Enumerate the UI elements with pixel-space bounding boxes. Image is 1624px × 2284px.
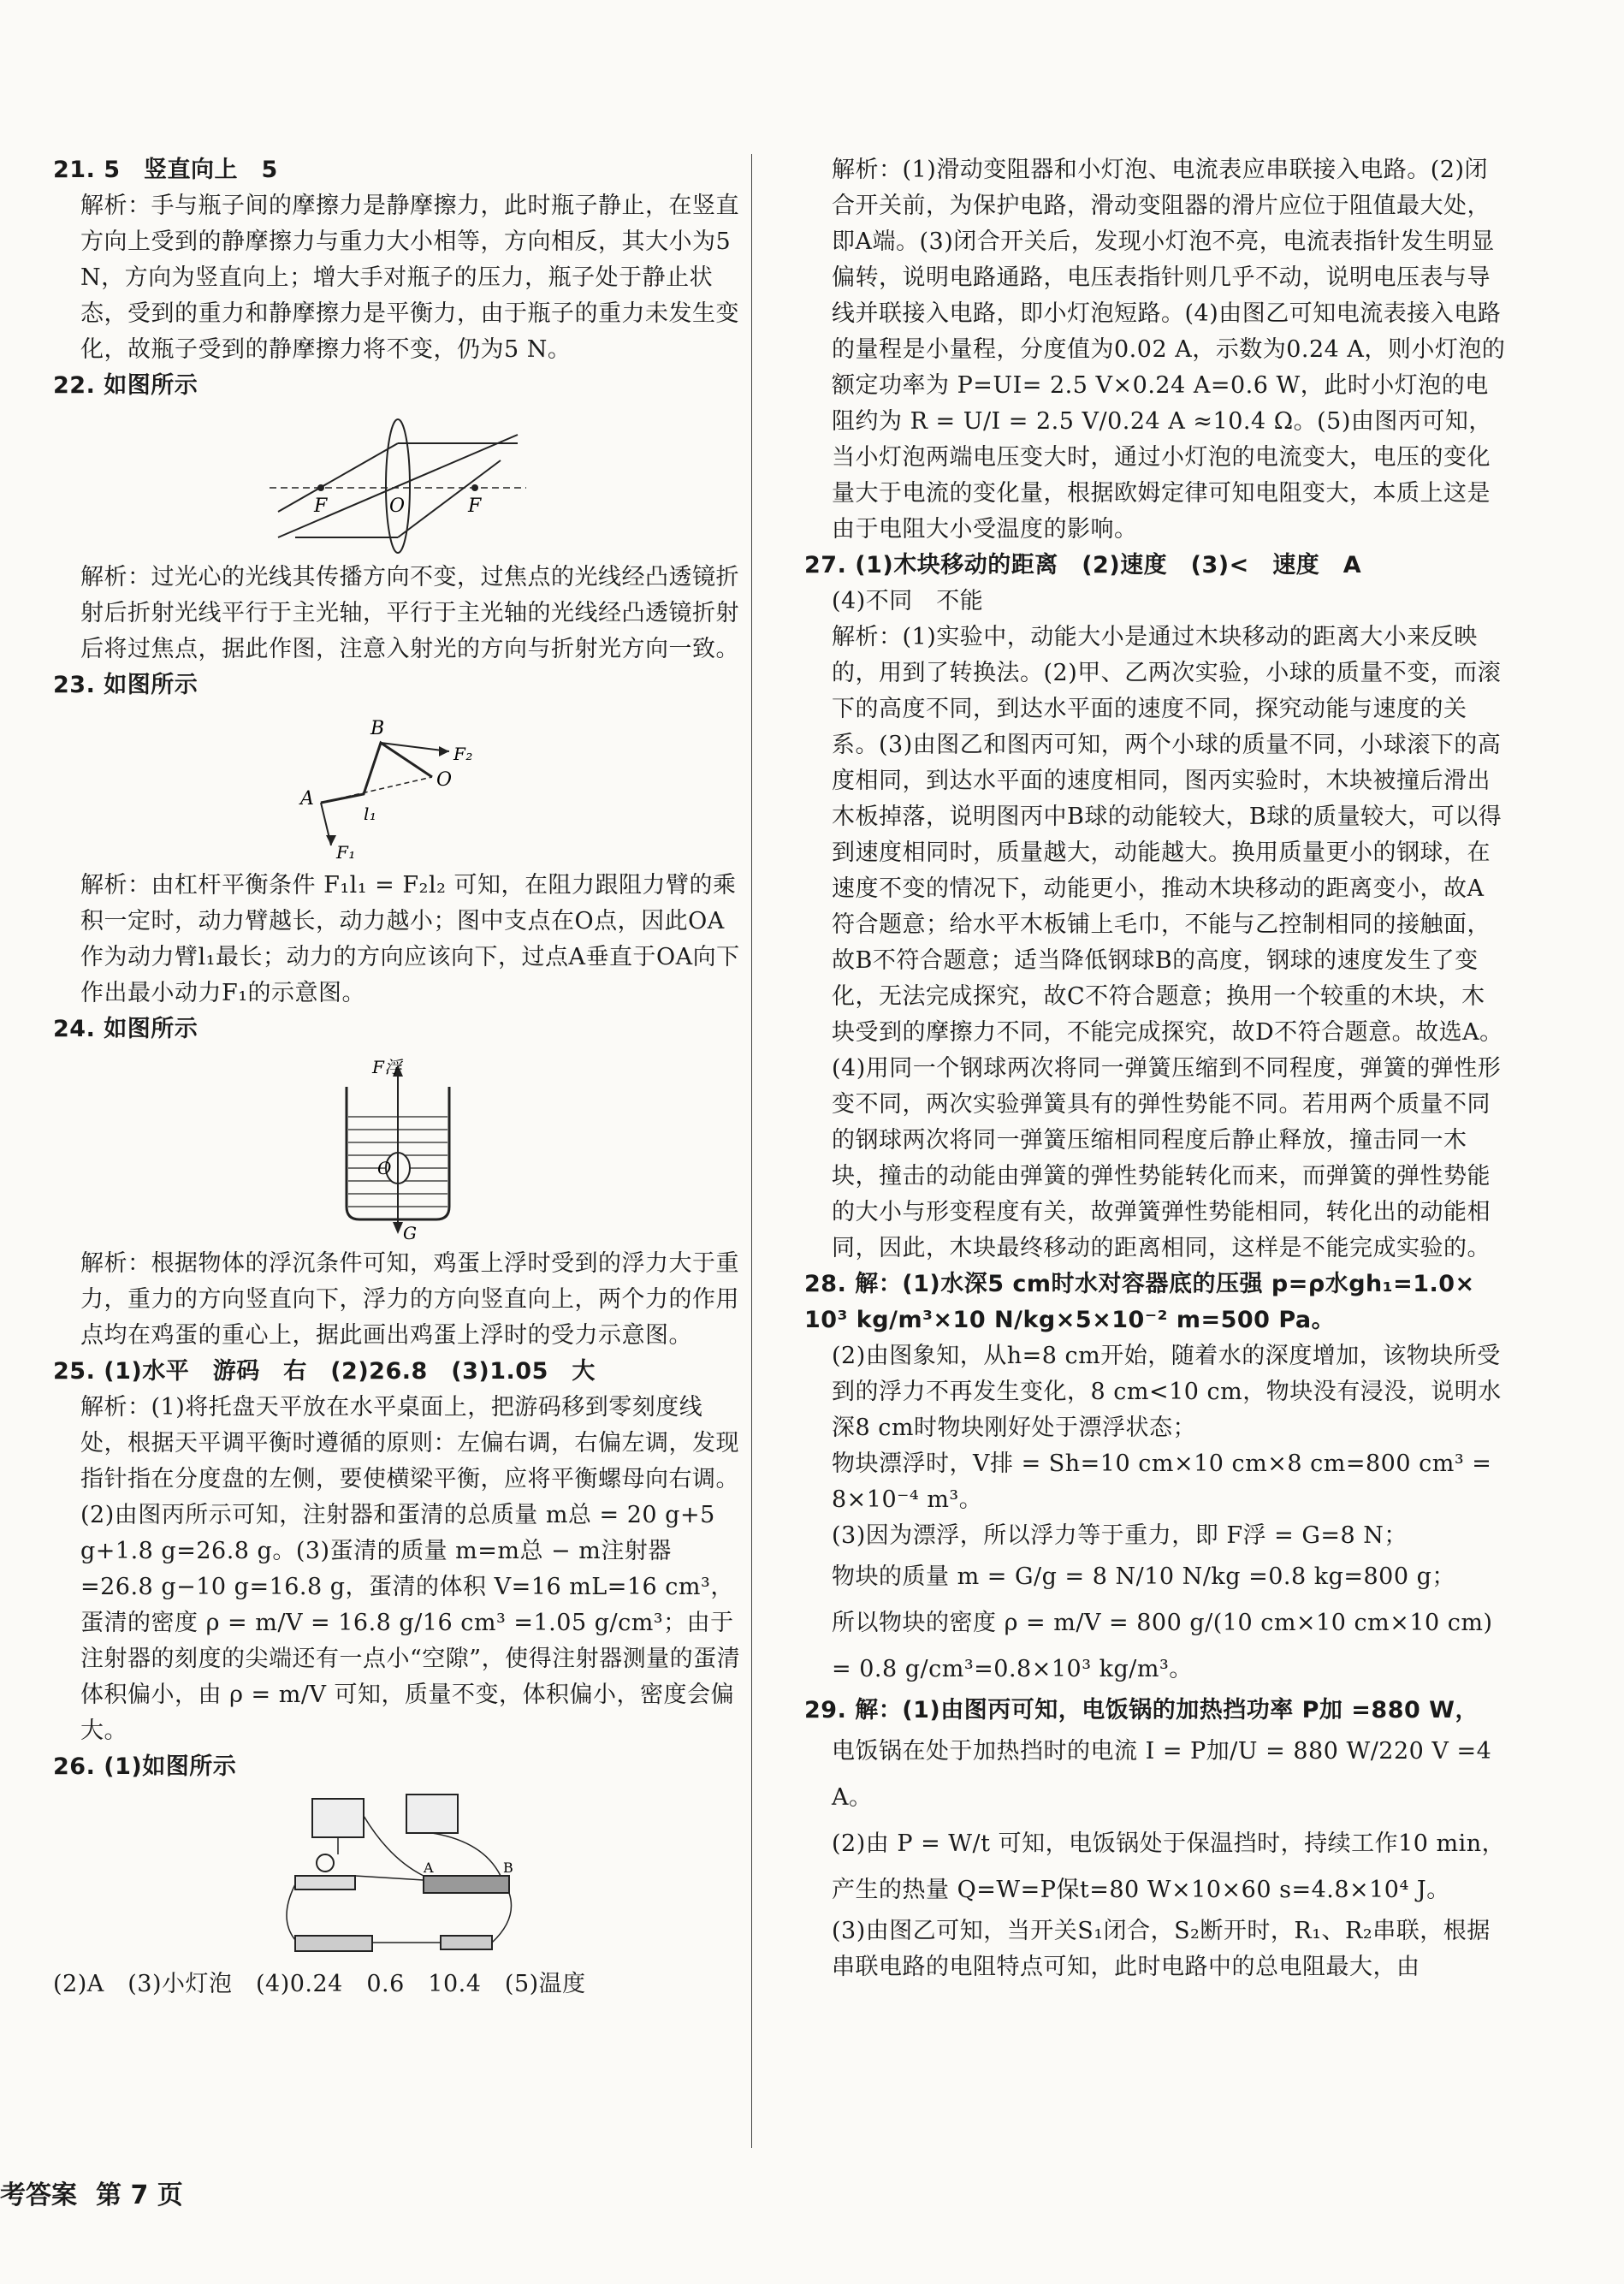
slider-a-label: A (423, 1860, 434, 1876)
q28-part2b: 物块漂浮时，V排 = Sh=10 cm×10 cm×8 cm=800 cm³ = 8×10⁻⁴ m³。 (832, 1450, 1492, 1513)
q24-analysis: 解析：根据物体的浮沉条件可知，鸡蛋上浮时受到的浮力大于重力，重力的方向竖直向下，浮力的方向竖直向上，两个力的作用点均在鸡蛋的重心上，据此画出鸡蛋上浮时的受力示意图。 (80, 1250, 739, 1349)
q28-part2: (2)由图象知，从h=8 cm开始，随着水的深度增加，该物块所受到的浮力不再发生变化，8 cm<10 cm，物块没有浸没，说明水深8 cm时物块刚好处于漂浮状态； (832, 1343, 1502, 1441)
q22-analysis: 解析：过光心的光线其传播方向不变，过焦点的光线经凸透镜折射后折射光线平行于主光轴，平行于主光轴的光线经凸透镜折射后将过焦点，据此作图，注意入射光的方向与折射光方向一致。 (80, 564, 739, 662)
point-b-label: B (370, 718, 385, 739)
pivot-o-label: O (436, 769, 453, 791)
buoyancy-label: F浮 (371, 1057, 402, 1077)
lens-ray-diagram (270, 409, 526, 555)
footer-label: 考答案 (0, 2180, 77, 2210)
q23-answer: 23. 如图所示 (53, 672, 199, 698)
q23-analysis: 解析：由杠杆平衡条件 F₁l₁ = F₂l₂ 可知，在阻力跟阻力臂的乘积一定时，动力臂越长，动力越小；图中支点在O点，因此OA作为动力臂l₁最长；动力的方向应该向下，过点A垂直于OA向下作出最小动力F₁的示意图。 (80, 872, 740, 1006)
q21-analysis: 解析：手与瓶子间的摩擦力是静摩擦力，此时瓶子静止，在竖直方向上受到的静摩擦力与重力大小相等，方向相反，其大小为5 N，方向为竖直向上；增大手对瓶子的压力，瓶子处于静止状态，受到的重力和静摩擦力是平衡力，由于瓶子的重力未发生变化，故瓶子受到的静摩擦力将不变，仍为5 N。 (80, 193, 739, 363)
focus-label-right: F (467, 495, 482, 517)
q28-part3: (3)因为漂浮，所以浮力等于重力，即 F浮 = G=8 N； (832, 1522, 1408, 1549)
q26-answers-tail: (2)A (3)小灯泡 (4)0.24 0.6 10.4 (5)温度 (53, 1971, 586, 1997)
page-footer (0, 2174, 202, 2211)
f2-label: F₂ (453, 744, 473, 764)
q24-answer: 24. 如图所示 (53, 1016, 199, 1042)
q27-analysis: 解析：(1)实验中，动能大小是通过木块移动的距离大小来反映的，用到了转换法。(2)甲、乙两次实验，小球的质量不变，而滚下的高度不同，到达水平面的速度不同，探究动能与速度的关系。(3)由图乙和图丙可知，两个小球的质量不同，小球滚下的高度相同，到达水平面的速度相同，图丙实验时，木块被撞后滑出木板掉落，说明图丙中B球的动能较大，B球的质量较大，可以得到速度相同时，质量越大，动能越大。换用质量更小的钢球，在速度不变的情况下，动能更小，推动木块移动的距离变小，故A符合题意；给水平木板铺上毛巾，不能与乙控制相同的接触面，故B不符合题意；适当降低钢球B的高度，钢球的速度发生了变化，无法完成探究，故C不符合题意；换用一个较重的木块，木块受到的摩擦力不同，不能完成探究，故D不符合题意。故选A。(4)用同一个钢球两次将同一弹簧压缩到不同程度，弹簧的弹性形变不同，两次实验弹簧具有的弹性势能不同。若用两个质量不同的钢球两次将同一弹簧压缩相同程度后静止释放，撞击同一木块，撞击的动能由弹簧的弹性势能转化而来，而弹簧的弹性势能的大小与形变程度有关，故弹簧弹性势能相同，转化出的动能相同，因此，木块最终移动的距离相同，这样是不能完成实验的。 (832, 624, 1503, 1261)
q29-part1b: 电饭锅在处于加热挡时的电流 I = P加/U = 880 W/220 V =4 A。 (832, 1738, 1492, 1811)
q27-answer-2: (4)不同 不能 (832, 588, 984, 614)
q26-analysis: 解析：(1)滑动变阻器和小灯泡、电流表应串联接入电路。(2)闭合开关前，为保护电路，滑动变阻器的滑片应位于阻值最大处，即A端。(3)闭合开关后，发现小灯泡不亮，电流表指针发生明显偏转，说明电路通路，电压表指针则几乎不动，说明电压表与导线并联接入电路，即小灯泡短路。(4)由图乙可知电流表接入电路的量程是小量程，分度值为0.02 A，示数为0.24 A，则小灯泡的额定功率为 P=UI= 2.5 V×0.24 A=0.6 W，此时小灯泡的电阻约为 R = U/I = 2.5 V/0.24 A ≈10.4 Ω。(5)由图丙可知，当小灯泡两端电压变大时，通过小灯泡的电流变大，电压的变化量大于电流的变化量，根据欧姆定律可知电阻变大，本质上这是由于电阻大小受温度的影响。 (832, 157, 1506, 543)
q29-solution: 29. 解：(1)由图丙可知，电饭锅的加热挡功率 P加 =880 W， (804, 1697, 1479, 1723)
left-column (53, 152, 742, 2002)
slider-b-label: B (502, 1860, 513, 1876)
gravity-label: G (402, 1223, 417, 1241)
center-label: O (388, 495, 406, 517)
q21-answer: 21. 5 竖直向上 5 (53, 157, 278, 183)
point-a-label: A (299, 788, 314, 810)
egg-buoyancy-diagram (312, 1053, 483, 1241)
lever-diagram (270, 709, 526, 863)
f1-label: F₁ (335, 842, 356, 863)
q22-answer: 22. 如图所示 (53, 372, 199, 399)
egg-center-label: O (376, 1158, 392, 1178)
circuit-diagram (261, 1790, 535, 1961)
q26-answer: 26. (1)如图所示 (53, 1753, 237, 1780)
q28-solution: 28. 解：(1)水深5 cm时水对容器底的压强 p=ρ水gh₁=1.0× 10³ kg/m³×10 N/kg×5×10⁻² m=500 Pa。 (804, 1271, 1475, 1333)
l1-label: l₁ (363, 804, 376, 824)
page-number: 第 7 页 (96, 2180, 183, 2210)
q28-part3c: 所以物块的密度 ρ = m/V = 800 g/(10 cm×10 cm×10 cm) = 0.8 g/cm³=0.8×10³ kg/m³。 (832, 1610, 1493, 1682)
q28-part3b: 物块的质量 m = G/g = 8 N/10 N/kg =0.8 kg=800 g； (832, 1563, 1455, 1590)
q27-answer: 27. (1)木块移动的距离 (2)速度 (3)< 速度 A (804, 552, 1362, 578)
right-column (804, 152, 1506, 1985)
q25-answer: 25. (1)水平 游码 右 (2)26.8 (3)1.05 大 (53, 1358, 596, 1385)
q29-part2: (2)由 P = W/t 可知，电饭锅处于保温挡时，持续工作10 min，产生的热量 Q=W=P保t=80 W×10×60 s=4.8×10⁴ J。 (832, 1830, 1506, 1903)
column-divider (751, 154, 752, 2148)
q25-analysis: 解析：(1)将托盘天平放在水平桌面上，把游码移到零刻度线处，根据天平调平衡时遵循的原则：左偏右调，右偏左调，发现指针指在分度盘的左侧，要使横梁平衡，应将平衡螺母向右调。(2)由图丙所示可知，注射器和蛋清的总质量 m总 = 20 g+5 g+1.8 g=26.8 g。(3)蛋清的质量 m=m总 − m注射器 =26.8 g−10 g=16.8 g，蛋清的体积 V=16 mL=16 cm³，蛋清的密度 ρ = m/V = 16.8 g/16 cm³ =1.05 g/cm³；由于注射器的刻度的尖端还有一点小“空隙”，使得注射器测量的蛋清体积偏小，由 ρ = m/V 可知，质量不变，体积偏小，密度会偏大。 (80, 1394, 741, 1744)
focus-label-left: F (313, 495, 328, 517)
q29-part3: (3)由图乙可知，当开关S₁闭合，S₂断开时，R₁、R₂串联，根据串联电路的电阻特点可知，此时电路中的总电阻最大，由 (832, 1918, 1491, 1980)
